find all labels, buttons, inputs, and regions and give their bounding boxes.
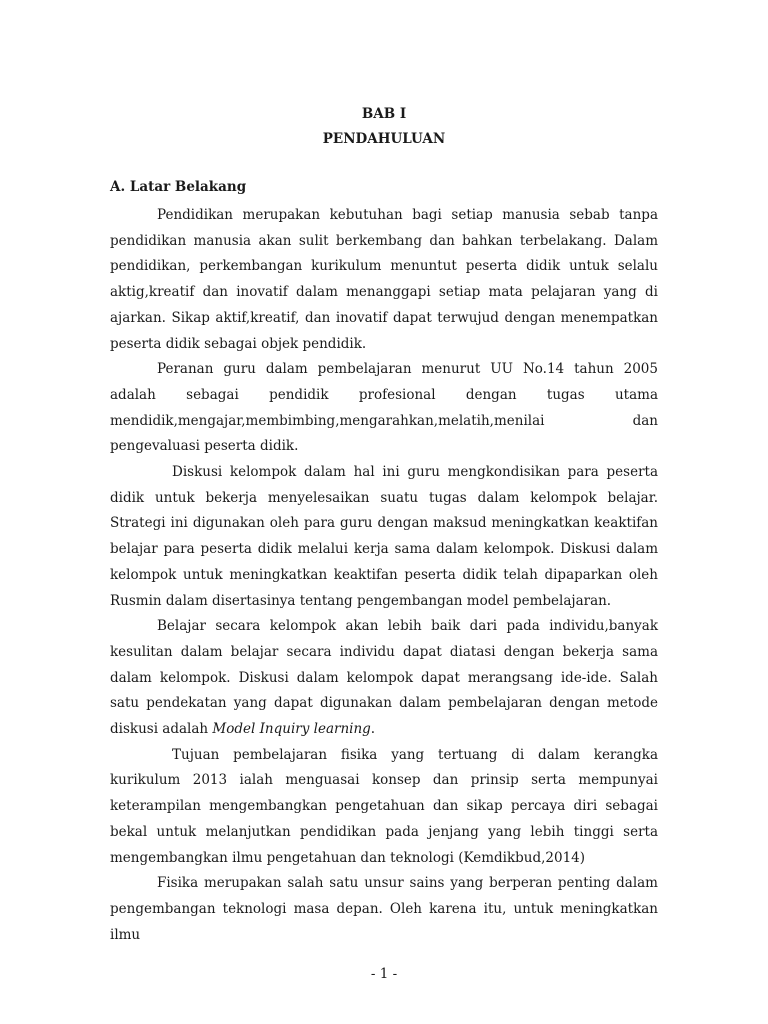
paragraph-3: Diskusi kelompok dalam hal ini guru mengkondisikan para peserta didik untuk bekerja menyelesaikan suatu tugas dalam kelompok belajar. Strategi ini digunakan oleh para guru dengan maksud meningkatkan keaktifan belajar para peserta didik melalui kerja sama dalam kelompok. Diskusi dalam kelompok untuk meningkatkan keaktifan peserta didik telah dipaparkan oleh Rusmin dalam disertasinya tentang pengembangan model pembelajaran. [110,464,658,609]
body-text [110,203,658,948]
paragraph-4-text: Belajar secara kelompok akan lebih baik dari pada individu,banyak kesulitan dalam belajar secara individu dapat diatasi dengan bekerja sama dalam kelompok. Diskusi dalam kelompok dapat merangsang ide-ide. Salah satu pendekatan yang dapat digunakan dalam pembelajaran dengan metode diskusi adalah [110,618,658,738]
paragraph-5: Tujuan pembelajaran fisika yang tertuang di dalam kerangka kurikulum 2013 ialah menguasai konsep dan prinsip serta mempunyai keterampilan mengembangkan pengetahuan dan sikap percaya diri sebagai bekal untuk melanjutkan pendidikan pada jenjang yang lebih tinggi serta mengembangkan ilmu pengetahuan dan teknologi (Kemdikbud,2014) [110,746,658,866]
paragraph-4-end: . [370,721,376,738]
paragraph-4 [110,614,658,743]
paragraph-6: Fisika merupakan salah satu unsur sains yang berperan penting dalam pengembangan teknologi masa depan. Oleh karena itu, untuk meningkatkan ilmu [110,875,658,943]
paragraph-2: Peranan guru dalam pembelajaran menurut UU No.14 tahun 2005 adalah sebagai pendidik profesional dengan tugas utama mendidik,mengajar,membimbing,mengarahkan,melatih,menilai dan pengevaluasi peserta didik. [110,361,658,455]
page-number: - 1 - [370,966,398,982]
chapter-title: PENDAHULUAN [322,131,446,147]
section-heading: A. Latar Belakang [110,179,247,195]
chapter-number: BAB I [361,106,407,122]
paragraph-4-italic-term: Model Inquiry learning [212,721,371,738]
paragraph-1: Pendidikan merupakan kebutuhan bagi setiap manusia sebab tanpa pendidikan manusia akan sulit berkembang dan bahkan terbelakang. Dalam pendidikan, perkembangan kurikulum menuntut peserta didik untuk selalu aktig,kreatif dan inovatif dalam menanggapi setiap mata pelajaran yang di ajarkan. Sikap aktif,kreatif, dan inovatif dapat terwujud dengan menempatkan peserta didik sebagai objek pendidik. [110,207,658,352]
